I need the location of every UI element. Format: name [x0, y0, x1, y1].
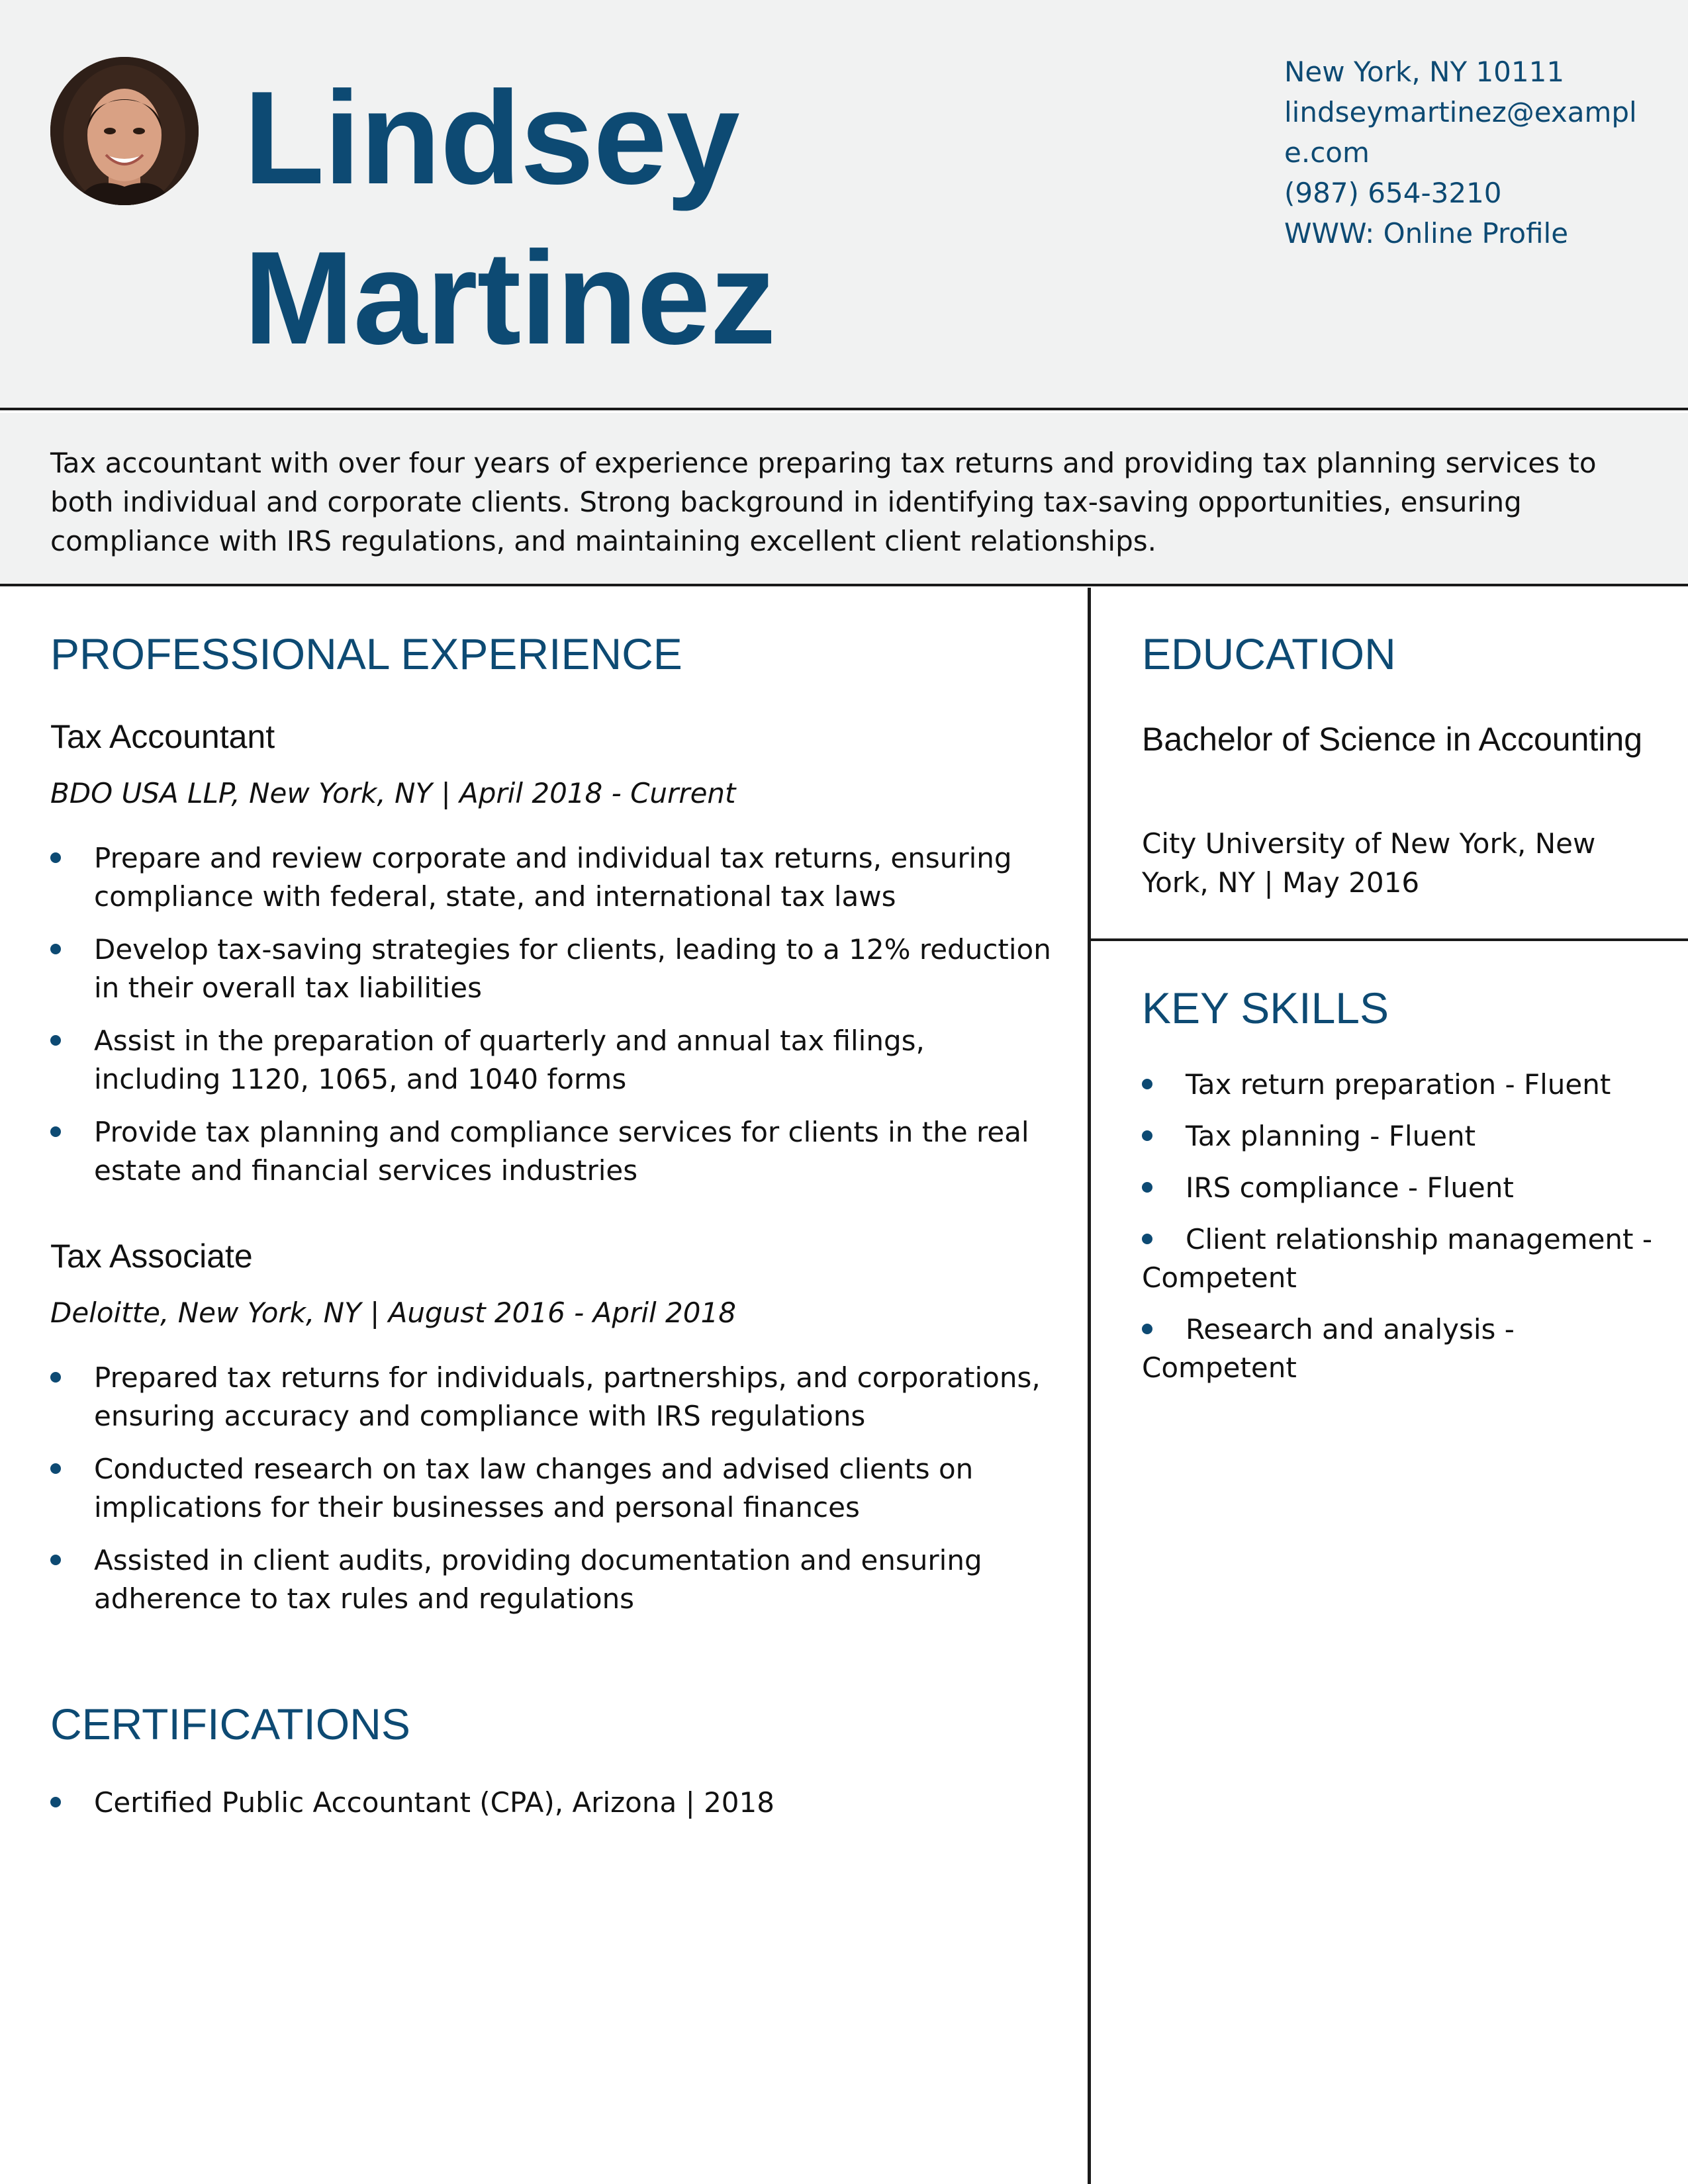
contact-location: New York, NY 10111 — [1284, 56, 1565, 88]
skills-list — [1142, 1066, 1658, 1400]
column-divider — [1088, 588, 1091, 2184]
professional-summary: Tax accountant with over four years of experience preparing tax returns and providing tax planning services to both individual and corporate clients. Strong background in identifying tax-saving opportunities, ensuring compliance with IRS regulations, and maintaining excellent client relationships. — [0, 413, 1688, 586]
list-item: Tax planning - Fluent — [1142, 1117, 1658, 1156]
experience-heading: PROFESSIONAL EXPERIENCE — [50, 629, 682, 678]
full-name — [244, 58, 775, 379]
contact-website[interactable]: WWW: Online Profile — [1284, 217, 1569, 250]
list-item: Develop tax-saving strategies for clients, leading to a 12% reduction in their overall tax liabilities — [50, 931, 1056, 1007]
skills-heading: KEY SKILLS — [1142, 983, 1389, 1032]
contact-info — [1284, 52, 1642, 253]
education-heading: EDUCATION — [1142, 629, 1396, 678]
list-item: Prepared tax returns for individuals, partnerships, and corporations, ensuring accuracy and compliance with IRS regulations — [50, 1359, 1056, 1435]
job-meta: Deloitte, New York, NY | August 2016 - April 2018 — [50, 1297, 736, 1329]
education-degree: Bachelor of Science in Accounting — [1142, 721, 1643, 758]
list-item: Tax return preparation - Fluent — [1142, 1066, 1658, 1104]
certifications-list — [50, 1784, 1056, 1822]
last-name: Martinez — [244, 224, 776, 372]
certifications-heading: CERTIFICATIONS — [50, 1700, 410, 1749]
contact-email[interactable]: lindseymartinez@example.com — [1284, 96, 1637, 169]
list-item: IRS compliance - Fluent — [1142, 1169, 1658, 1207]
avatar — [50, 57, 199, 205]
job-meta: BDO USA LLP, New York, NY | April 2018 - Current — [50, 777, 736, 809]
list-item: Assist in the preparation of quarterly and annual tax filings, including 1120, 1065, and 1040 forms — [50, 1022, 1056, 1099]
job-bullets — [50, 1359, 1056, 1618]
job-bullets — [50, 839, 1056, 1190]
list-item: Conducted research on tax law changes and advised clients on implications for their businesses and personal finances — [50, 1450, 1056, 1527]
list-item: Client relationship management - Competent — [1142, 1220, 1658, 1297]
job-title: Tax Accountant — [50, 718, 275, 755]
education-skills-divider — [1091, 938, 1688, 941]
education-school: City University of New York, New York, NY | May 2016 — [1142, 827, 1596, 899]
contact-phone[interactable]: (987) 654-3210 — [1284, 177, 1502, 209]
list-item: Prepare and review corporate and individual tax returns, ensuring compliance with federal, state, and international tax laws — [50, 839, 1056, 916]
list-item: Provide tax planning and compliance services for clients in the real estate and financial services industries — [50, 1113, 1056, 1190]
portrait-photo — [50, 57, 199, 205]
list-item: Assisted in client audits, providing documentation and ensuring adherence to tax rules and regulations — [50, 1541, 1056, 1618]
job-title: Tax Associate — [50, 1238, 253, 1275]
list-item: Certified Public Accountant (CPA), Arizona | 2018 — [50, 1784, 1056, 1822]
resume-header — [0, 0, 1688, 410]
first-name: Lindsey — [244, 64, 739, 212]
list-item: Research and analysis - Competent — [1142, 1310, 1658, 1387]
